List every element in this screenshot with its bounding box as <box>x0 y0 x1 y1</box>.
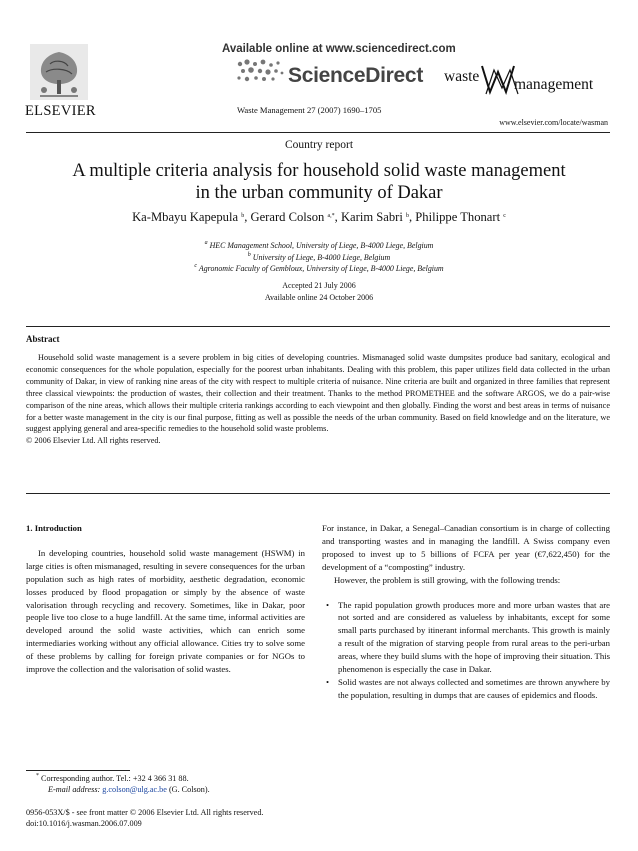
page-footer <box>26 808 326 829</box>
abstract-top-rule <box>26 326 610 327</box>
issn-line: 0956-053X/$ - see front matter © 2006 Elsevier Ltd. All rights reserved. <box>26 808 264 817</box>
footnote-corresponding-author: * Corresponding author. Tel.: +32 4 366 31 88. <box>36 773 189 783</box>
accepted-date: Accepted 21 July 2006 <box>282 281 356 290</box>
footnote-rule <box>26 770 130 771</box>
affiliation: $^a$ HEC Management School, University of Liege, B-4000 Liege, Belgium <box>204 240 434 250</box>
footnote <box>26 774 306 795</box>
author: Philippe Thonart $^c$ <box>415 210 506 224</box>
abstract-bottom-rule <box>26 493 610 494</box>
doi-line[interactable]: doi:10.1016/j.wasman.2006.07.009 <box>26 818 142 828</box>
section-type: Country report <box>284 139 354 151</box>
email-link[interactable]: g.colson@ulg.ac.be <box>102 784 167 794</box>
bullet-item: • The rapid population growth produces more and more urban wastes that are not sorted and are considered as valueless by inhabitants, except for some small parts purchased by itinerant informal merchants. This growth is mainly a result of the migration of starving people from rural areas to the peri-urban areas, where they build slums with the hope of improving their situation. This phenomenon is especially the case in Dakar. <box>326 599 610 675</box>
author-list: Ka-Mbayu Kapepula $^b$, Gerard Colson $^{a,*}$, Karim Sabri $^b$, Philippe Thonart $^c$ <box>132 210 506 224</box>
bullet-item: • Solid wastes are not always collected and sometimes are thrown anywhere by the population, resulting in dumps that are causes of epidemics and floods. <box>326 676 610 700</box>
left-column <box>26 522 305 676</box>
section-heading-introduction: 1. Introduction <box>26 523 82 533</box>
journal-citation: Waste Management 27 (2007) 1690–1705 <box>237 105 382 115</box>
abstract <box>26 352 610 447</box>
article-title <box>0 160 638 204</box>
intro-paragraph-2: For instance, in Dakar, a Senegal–Canadian consortium is in charge of collecting and transporting wastes and in managing the landfill. A Swiss company even proposed to invest up to 5 billions of FCFA per year (€7,622,450) for the development of a “composting” industry. <box>322 523 610 572</box>
available-online-banner: Available online at www.sciencedirect.com <box>222 43 456 55</box>
abstract-heading: Abstract <box>26 334 60 344</box>
intro-paragraph-3: However, the problem is still growing, with the following trends: <box>334 574 561 585</box>
available-date: Available online 24 October 2006 <box>264 292 374 302</box>
bullet-icon: • <box>326 599 330 610</box>
right-column <box>322 522 610 702</box>
footnote-email: E-mail address: g.colson@ulg.ac.be (G. Colson). <box>48 784 210 794</box>
bullet-icon: • <box>326 676 330 687</box>
abstract-body: Household solid waste management is a severe problem in big cities of developing countries. Mismanaged solid waste dumpsites produce bad sanitary, ecological and economic consequences for the whole population, especially for the poorest urban inhabitants. Dealing with this problem, this paper utilizes field data collected in the urban community of Dakar, in view of ranking nine areas of the city with respect to multiple criteria of nuisance. Nine criteria are built and organized in three families that represent three classical viewpoints: the production of wastes, their collection and their treatment. Thanks to the method PROMETHEE and the software ARGOS, we do a pair-wise comparison of the nine areas, which allows their multiple criteria rankings according to each viewpoint and then globally. Finding the worst and best areas in terms of nuisance for a better waste management in the city is our final purpose, fitting as well as possible the needs of the urban community. Based on field knowledge and on the literature, we suggest applying general and area-specific remedies to the household solid waste problems. <box>26 353 610 434</box>
affiliation: $^c$ Agronomic Faculty of Gembloux, University of Liege, B-4000 Liege, Belgium <box>194 263 444 273</box>
journal-logo <box>444 62 614 102</box>
header-rule <box>26 132 610 133</box>
abstract-copyright: © 2006 Elsevier Ltd. All rights reserved. <box>26 436 161 446</box>
author: Ka-Mbayu Kapepula $^b$ <box>132 210 245 224</box>
intro-paragraph-1: In developing countries, household solid waste management (HSWM) in large cities is often mismanaged, resulting in severe consequences for the urban population such as high rates of morbidity, aesthetic degradation, economic losses produced by flood propagation or simply by the absence of waste valorisation through recycling and recovery. Sometimes, like in Dakar, poor people live too close to a huge landfill. At the same time, informal activities are developed around the solid waste activities, which can enrich some intermediaries working without any official allowance. Cities try to solve some of these problems by calling for foreign private companies or for NGOs to improve the collection and the valorisation of solid wastes. <box>26 547 305 675</box>
affiliations <box>0 240 638 275</box>
author: Karim Sabri $^b$ <box>340 210 409 224</box>
publisher-name: ELSEVIER <box>25 103 96 119</box>
affiliation: $^b$ University of Liege, B-4000 Liege, Belgium <box>247 251 391 262</box>
journal-logo-waste: waste <box>444 68 480 85</box>
received-dates <box>0 280 638 303</box>
article-title-line2: in the urban community of Dakar <box>195 183 443 203</box>
journal-logo-management: management <box>514 76 594 93</box>
elsevier-tree-logo <box>30 44 88 100</box>
sciencedirect-dots-icon <box>234 58 286 84</box>
sciencedirect-wordmark: ScienceDirect <box>288 64 424 87</box>
author: Gerard Colson $^{a,*}$ <box>250 210 335 224</box>
article-title-line1: A multiple criteria analysis for household solid waste management <box>72 161 566 181</box>
journal-url[interactable]: www.elsevier.com/locate/wasman <box>499 118 608 127</box>
